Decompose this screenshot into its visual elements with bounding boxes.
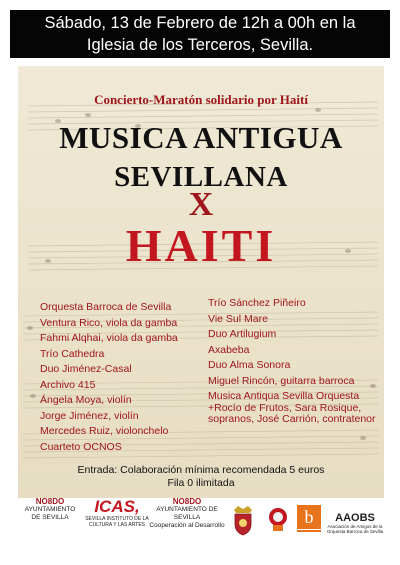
- ayuntamiento-label: AYUNTAMIENTO DE SEVILLA: [156, 506, 218, 521]
- performer-item: Ángela Moya, violín: [40, 394, 132, 406]
- icas-wordmark: ICAS,: [94, 497, 140, 516]
- performer-item: Archivo 415: [40, 378, 96, 391]
- cooperacion-label: Cooperación al Desarrollo: [149, 522, 225, 529]
- performer-item: Vie Sul Mare: [208, 312, 268, 325]
- performer-item: Duo Artilugium: [208, 328, 277, 340]
- svg-text:b: b: [304, 507, 314, 527]
- coat-of-arms-icon: [230, 504, 256, 536]
- title-x: X: [188, 186, 214, 223]
- performer-item: Orquesta Barroca de Sevilla: [40, 301, 172, 313]
- title-line-sevillana: SEVILLANA: [114, 161, 288, 193]
- ayuntamiento-logo: [24, 498, 76, 522]
- title-line-haiti: HAITI: [125, 220, 277, 271]
- performer-item: Trío Sánchez Piñeiro: [208, 297, 306, 309]
- entry-info: [18, 464, 384, 490]
- event-banner: [10, 10, 390, 58]
- poster: [18, 66, 384, 540]
- nodo-emblem-text: NO8DO: [172, 497, 202, 506]
- event-date-line: Sábado, 13 de Febrero de 12h a 00h en la: [44, 14, 356, 32]
- ayuntamiento-label: AYUNTAMIENTO DE SEVILLA: [24, 506, 76, 521]
- entry-price: Entrada: Colaboración mínima recomendada 5 euros: [77, 464, 325, 476]
- icas-logo: [84, 498, 150, 528]
- concert-subtitle: Concierto-Maratón solidario por Haití: [94, 92, 308, 107]
- title-line-musica-antigua: MUSICA ANTIGUA: [59, 120, 343, 155]
- b-logo-icon: [296, 504, 322, 534]
- performer-item: Trío Cathedra: [40, 347, 105, 360]
- sponsor-logos: [18, 498, 384, 544]
- performer-item: Mercedes Ruiz, violonchelo: [40, 425, 169, 437]
- performer-item: Ventura Rico, viola da gamba: [40, 316, 178, 329]
- entry-fila-cero: Fila 0 ilimitada: [167, 477, 235, 489]
- performer-item: Jorge Jiménez, violín: [40, 409, 139, 422]
- performer-item: Fahmi Alqhai, viola da gamba: [40, 332, 178, 344]
- aaobs-logo: [326, 512, 384, 534]
- aaobs-wordmark: AAOBS: [335, 512, 375, 524]
- event-venue-line: Iglesia de los Terceros, Sevilla.: [86, 36, 314, 54]
- performer-item: Duo Jiménez-Casal: [40, 363, 132, 375]
- seal-icon: [266, 506, 290, 532]
- nodo-emblem-text: NO8DO: [35, 497, 65, 506]
- icas-label: SEVILLA INSTITUTO DE LA CULTURA Y LAS ARTES: [85, 516, 149, 528]
- cooperacion-logo: [148, 498, 226, 530]
- performer-item: Musica Antiqua Sevilla Orquesta +Rocío de Frutos, Sara Rosique, sopranos, José Carrión, contratenor: [208, 390, 376, 425]
- performers-list-left: [40, 300, 178, 455]
- performer-item: Miguel Rincón, guitarra barroca: [208, 374, 355, 387]
- performer-item: Cuarteto OCNOS: [40, 440, 122, 453]
- performer-item: Axabeba: [208, 343, 250, 356]
- performer-item: Duo Alma Sonora: [208, 359, 291, 371]
- aaobs-label: Asociación de Amigos de la Orquesta Barroca de Sevilla: [326, 524, 384, 534]
- performers-list-right: [208, 296, 383, 426]
